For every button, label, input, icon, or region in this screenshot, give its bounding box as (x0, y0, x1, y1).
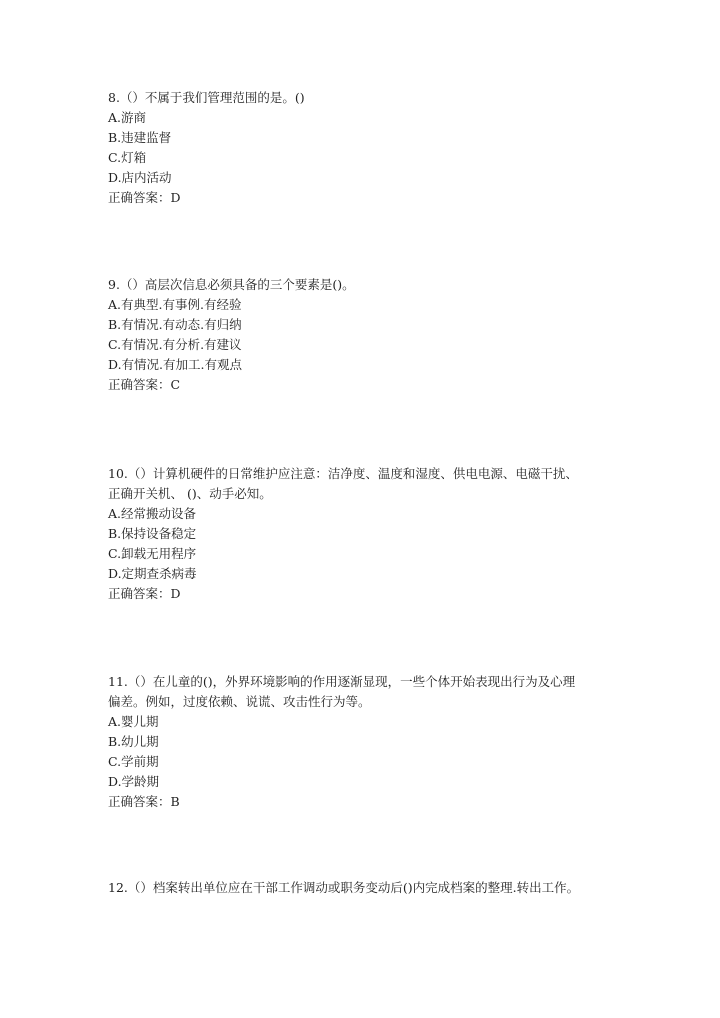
question-stem: 8.（）不属于我们管理范围的是。() (108, 90, 305, 105)
answer-line: 正确答案：B (108, 794, 180, 809)
option-d: D.店内活动 (108, 170, 172, 185)
option-c: C.有情况.有分析.有建议 (108, 337, 242, 352)
question-stem-line-1: 10.（）计算机硬件的日常维护应注意：洁净度、温度和湿度、供电电源、电磁干扰、 (108, 466, 578, 481)
option-a: A.经常搬动设备 (108, 506, 197, 521)
option-a: A.婴儿期 (108, 714, 159, 729)
option-b: B.违建监督 (108, 130, 172, 145)
question-11 (108, 672, 628, 812)
question-8 (108, 88, 628, 208)
option-b: B.保持设备稳定 (108, 526, 197, 541)
question-9 (108, 275, 628, 395)
option-c: C.卸载无用程序 (108, 546, 197, 561)
question-stem-line-2: 正确开关机、 ()、动手必知。 (108, 486, 272, 501)
option-c: C.灯箱 (108, 150, 147, 165)
question-12 (108, 878, 628, 898)
option-d: D.有情况.有加工.有观点 (108, 357, 242, 372)
answer-line: 正确答案：C (108, 377, 181, 392)
option-d: D.定期查杀病毒 (108, 566, 197, 581)
option-a: A.游商 (108, 110, 147, 125)
question-stem: 12.（）档案转出单位应在干部工作调动或职务变动后()内完成档案的整理.转出工作。 (108, 880, 580, 895)
option-b: B.有情况.有动态.有归纳 (108, 317, 242, 332)
question-stem-line-2: 偏差。例如，过度依赖、说谎、攻击性行为等。 (108, 694, 371, 709)
answer-line: 正确答案：D (108, 190, 181, 205)
option-a: A.有典型.有事例.有经验 (108, 297, 242, 312)
question-stem: 9.（）高层次信息必须具备的三个要素是()。 (108, 277, 355, 292)
option-b: B.幼儿期 (108, 734, 159, 749)
answer-line: 正确答案：D (108, 586, 181, 601)
question-10 (108, 464, 628, 604)
option-c: C.学前期 (108, 754, 159, 769)
option-d: D.学龄期 (108, 774, 160, 789)
question-stem-line-1: 11.（）在儿童的()，外界环境影响的作用逐渐显现，一些个体开始表现出行为及心理 (108, 674, 576, 689)
